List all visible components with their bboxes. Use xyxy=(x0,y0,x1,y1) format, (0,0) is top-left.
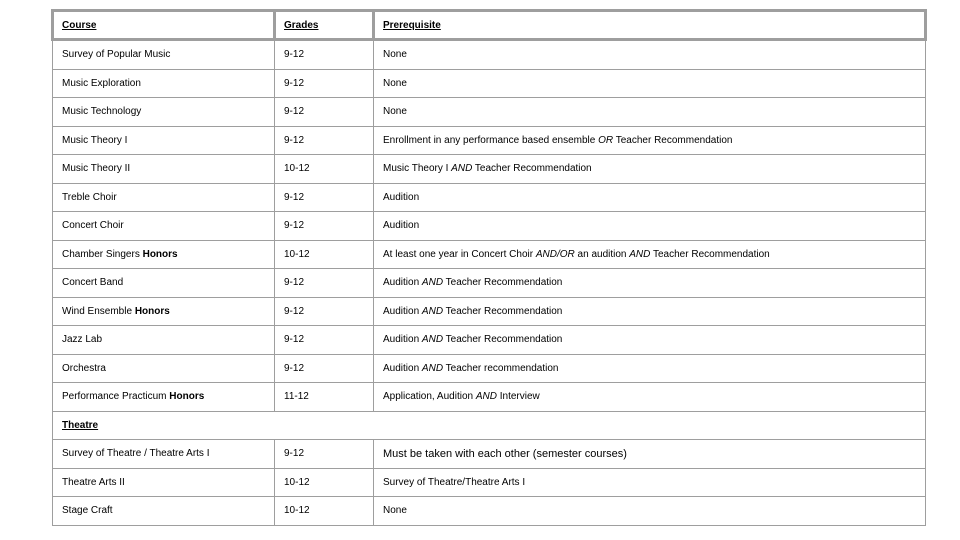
prerequisite-cell xyxy=(374,126,926,155)
prerequisite-text: At least one year in Concert Choir xyxy=(383,248,536,260)
grades-cell: 9-12 xyxy=(275,183,374,212)
grades-cell: 10-12 xyxy=(275,497,374,526)
prerequisite-cell xyxy=(374,383,926,412)
grades-cell: 10-12 xyxy=(275,155,374,184)
course-cell xyxy=(53,40,275,70)
prerequisite-text: Audition xyxy=(383,277,422,289)
prerequisite-text: Teacher Recommendation xyxy=(443,277,563,289)
course-name: Wind Ensemble xyxy=(62,305,135,317)
course-cell xyxy=(53,269,275,298)
table-row xyxy=(53,297,926,326)
prerequisite-cell xyxy=(374,354,926,383)
honors-label: Honors xyxy=(169,391,205,403)
prerequisite-keyword: AND xyxy=(421,334,444,346)
prerequisite-keyword: AND xyxy=(475,391,497,403)
prerequisite-text: Music Theory I xyxy=(383,163,452,175)
course-cell xyxy=(53,468,275,497)
prerequisite-cell: Audition xyxy=(374,212,926,241)
prerequisite-keyword: OR xyxy=(598,134,614,146)
course-cell xyxy=(53,440,275,469)
course-name: Treble Choir xyxy=(62,191,117,203)
grades-cell: 9-12 xyxy=(275,269,374,298)
grades-cell: 11-12 xyxy=(275,383,374,412)
grades-cell: 9-12 xyxy=(275,354,374,383)
prerequisite-text: an audition xyxy=(574,248,630,260)
prerequisite-text: Teacher Recommendation xyxy=(650,248,770,260)
prerequisite-keyword: AND xyxy=(421,362,444,374)
column-header-grades: Grades xyxy=(275,11,374,40)
prerequisite-cell xyxy=(374,297,926,326)
prerequisite-cell: None xyxy=(374,497,926,526)
prerequisite-keyword: AND xyxy=(629,248,651,260)
prerequisite-cell xyxy=(374,240,926,269)
course-cell xyxy=(53,183,275,212)
prerequisite-text: Teacher Recommendation xyxy=(472,163,592,175)
table-row xyxy=(53,155,926,184)
grades-cell: 9-12 xyxy=(275,126,374,155)
prerequisite-cell: None xyxy=(374,40,926,70)
table-body xyxy=(53,40,926,526)
course-name: Music Exploration xyxy=(62,77,141,89)
course-cell xyxy=(53,126,275,155)
grades-cell: 10-12 xyxy=(275,468,374,497)
table-row xyxy=(53,183,926,212)
table-row xyxy=(53,212,926,241)
course-name: Concert Choir xyxy=(62,220,124,232)
course-name: Stage Craft xyxy=(62,505,113,517)
course-name: Survey of Popular Music xyxy=(62,49,171,61)
table-row xyxy=(53,269,926,298)
prerequisite-cell xyxy=(374,269,926,298)
prerequisite-keyword: AND xyxy=(421,305,444,317)
course-name: Music Theory I xyxy=(62,134,128,146)
grades-cell: 9-12 xyxy=(275,98,374,127)
prerequisite-cell: Survey of Theatre/Theatre Arts I xyxy=(374,468,926,497)
grades-cell: 10-12 xyxy=(275,240,374,269)
honors-label: Honors xyxy=(134,305,170,317)
prerequisite-cell: None xyxy=(374,69,926,98)
prerequisite-text: Enrollment in any performance based ensemble xyxy=(383,134,599,146)
course-name: Performance Practicum xyxy=(62,391,170,403)
course-cell xyxy=(53,240,275,269)
course-name: Jazz Lab xyxy=(62,334,103,346)
course-cell xyxy=(53,297,275,326)
prerequisite-cell xyxy=(374,326,926,355)
grades-cell: 9-12 xyxy=(275,212,374,241)
course-cell xyxy=(53,354,275,383)
table-row xyxy=(53,69,926,98)
prerequisite-text: Teacher Recommendation xyxy=(443,305,563,317)
prerequisite-text: Application, Audition xyxy=(383,391,476,403)
course-cell xyxy=(53,212,275,241)
table-row xyxy=(53,126,926,155)
prerequisite-text: Interview xyxy=(496,391,540,403)
course-cell xyxy=(53,383,275,412)
table-row xyxy=(53,98,926,127)
grades-cell: 9-12 xyxy=(275,40,374,70)
course-name: Chamber Singers xyxy=(62,248,143,260)
prerequisite-cell: Audition xyxy=(374,183,926,212)
grades-cell: 9-12 xyxy=(275,297,374,326)
table-row xyxy=(53,240,926,269)
course-cell xyxy=(53,98,275,127)
course-cell xyxy=(53,155,275,184)
prerequisite-text: Teacher recommendation xyxy=(443,362,559,374)
table-row xyxy=(53,40,926,70)
course-cell xyxy=(53,497,275,526)
grades-cell: 9-12 xyxy=(275,69,374,98)
honors-label: Honors xyxy=(142,248,178,260)
table-row xyxy=(53,354,926,383)
table-row xyxy=(53,383,926,412)
column-header-course: Course xyxy=(53,11,275,40)
column-header-prerequisite: Prerequisite xyxy=(374,11,926,40)
section-title: Theatre xyxy=(53,411,926,440)
table-row xyxy=(53,497,926,526)
prerequisite-keyword: AND xyxy=(451,163,473,175)
course-name: Theatre Arts II xyxy=(62,476,125,488)
table-row xyxy=(53,468,926,497)
grades-cell: 9-12 xyxy=(275,326,374,355)
course-name: Survey of Theatre / Theatre Arts I xyxy=(62,448,210,460)
course-name: Music Theory II xyxy=(62,163,131,175)
course-name: Concert Band xyxy=(62,277,124,289)
course-table xyxy=(51,9,927,526)
prerequisite-keyword: AND/OR xyxy=(535,248,575,260)
prerequisite-text: Audition xyxy=(383,305,422,317)
header-row xyxy=(53,11,926,40)
table-row xyxy=(53,440,926,469)
grades-cell: 9-12 xyxy=(275,440,374,469)
prerequisite-cell: Must be taken with each other (semester courses) xyxy=(374,440,926,469)
prerequisite-text: Audition xyxy=(383,362,422,374)
prerequisite-keyword: AND xyxy=(421,277,444,289)
section-row xyxy=(53,411,926,440)
course-name: Orchestra xyxy=(62,362,106,374)
course-name: Music Technology xyxy=(62,106,142,118)
prerequisite-text: Teacher Recommendation xyxy=(443,334,563,346)
course-cell xyxy=(53,69,275,98)
prerequisite-text: Teacher Recommendation xyxy=(613,134,733,146)
course-cell xyxy=(53,326,275,355)
prerequisite-cell xyxy=(374,155,926,184)
table-row xyxy=(53,326,926,355)
prerequisite-text: Audition xyxy=(383,334,422,346)
prerequisite-cell: None xyxy=(374,98,926,127)
